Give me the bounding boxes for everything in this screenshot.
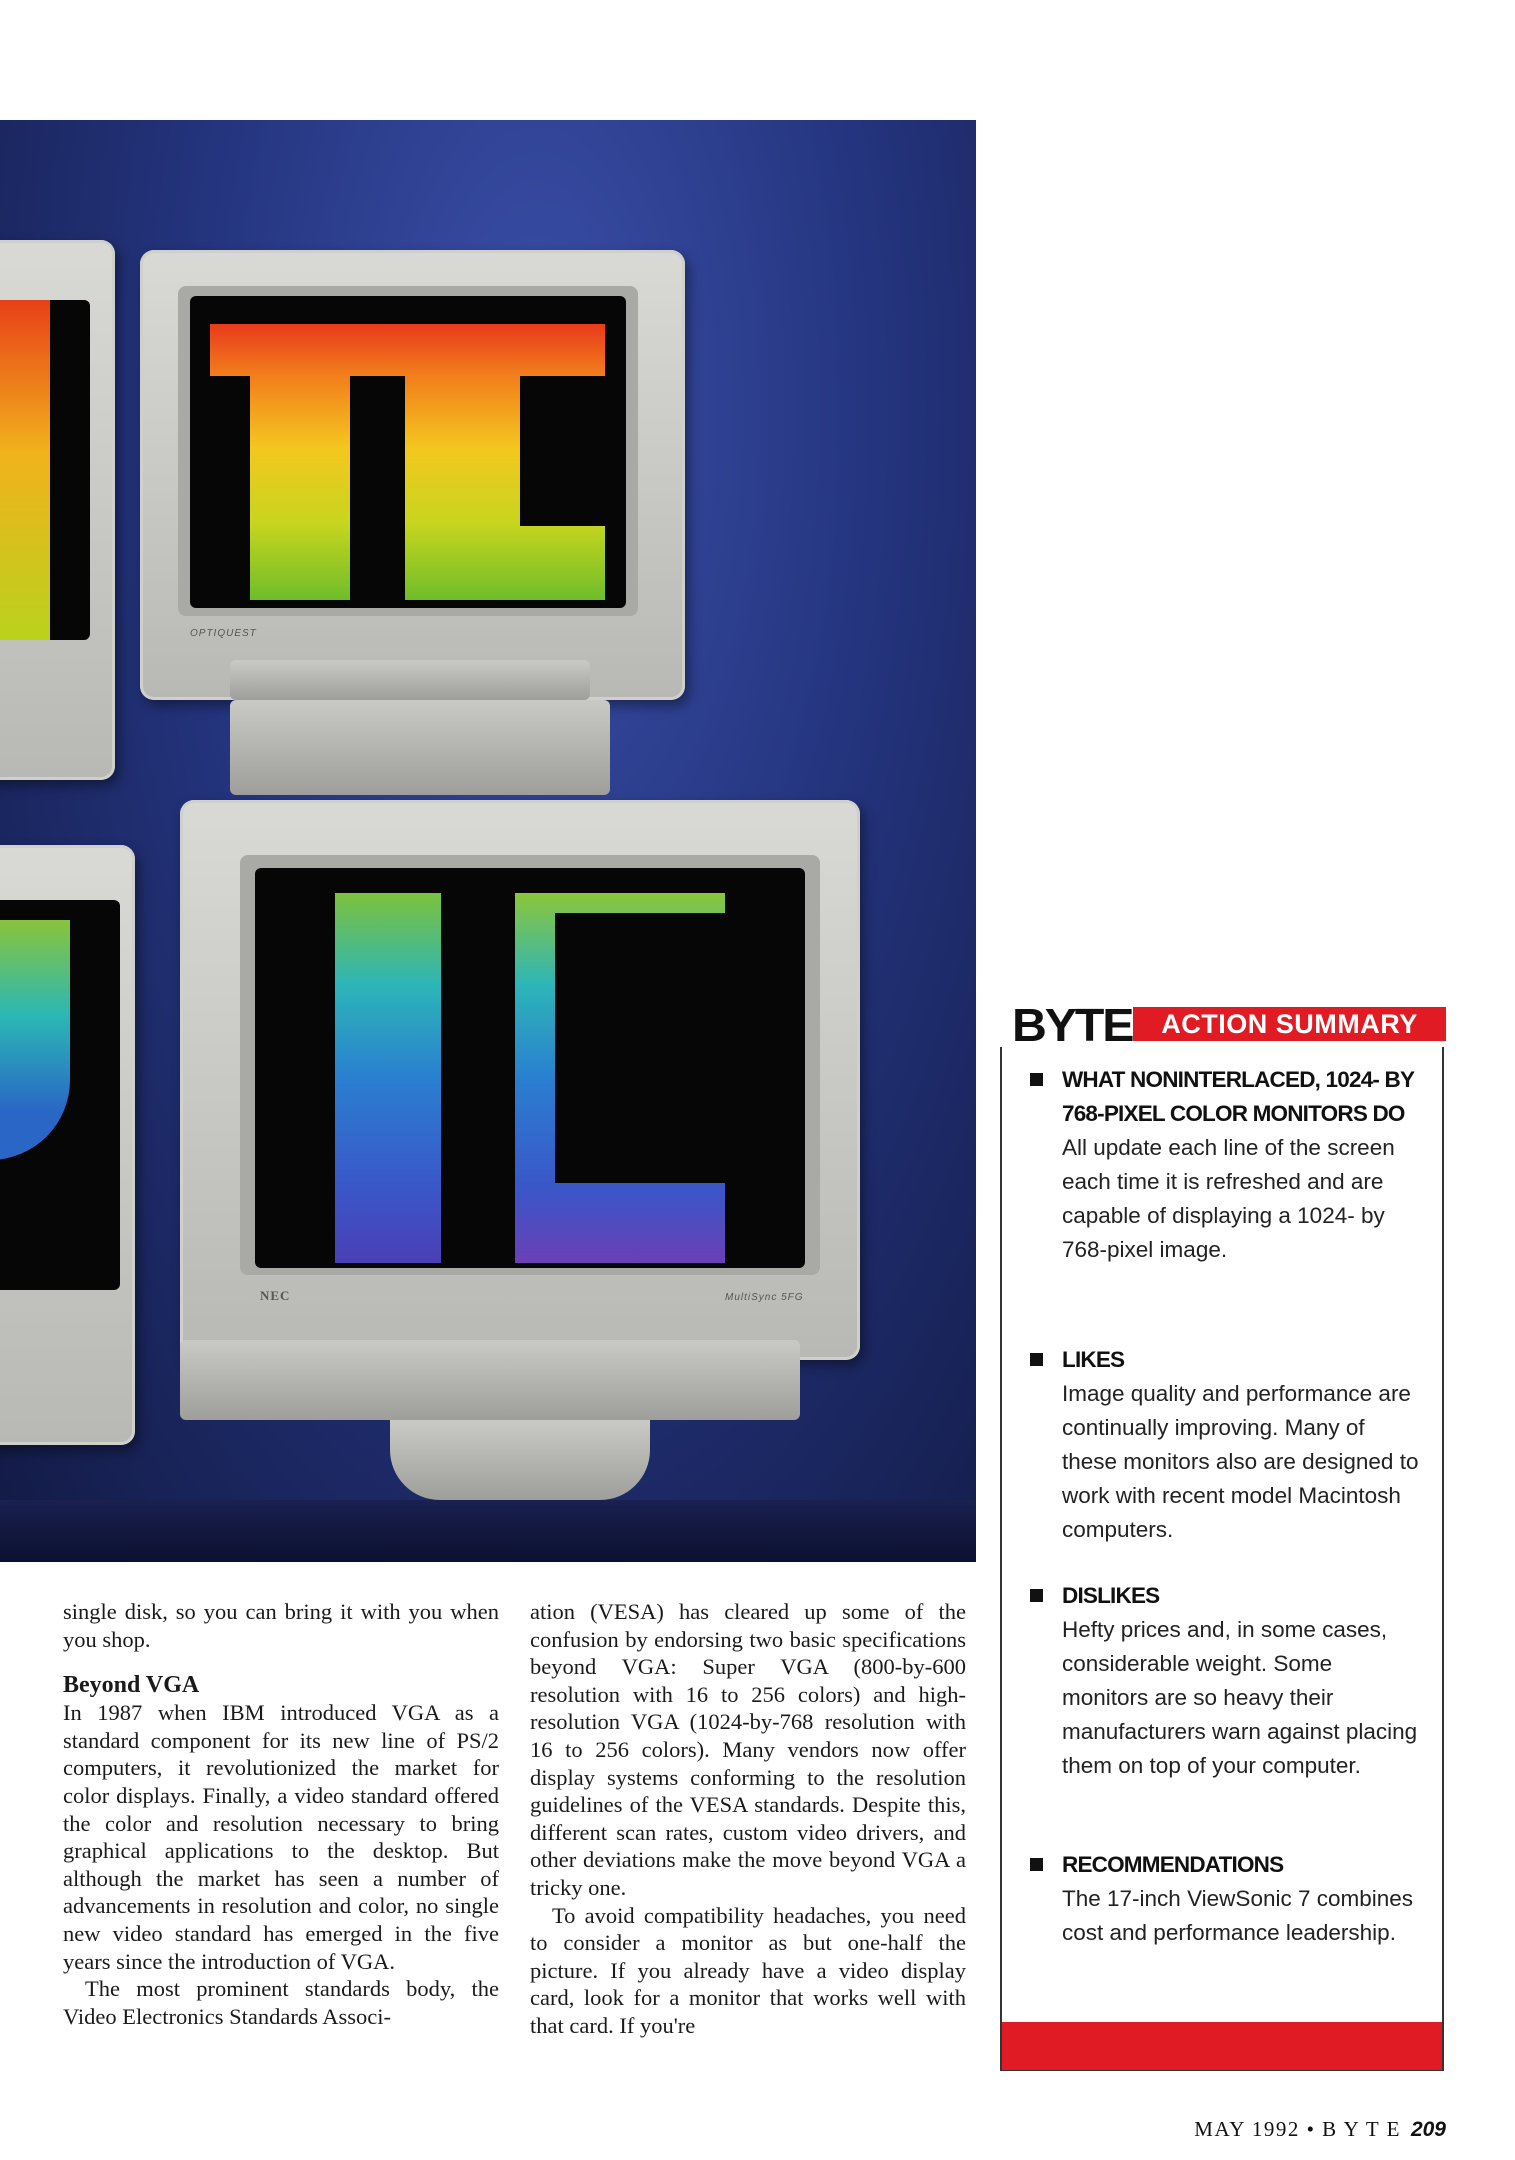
top-monitor — [140, 250, 685, 700]
issue-label: MAY 1992 • B Y T E — [1194, 2117, 1401, 2141]
summary-item-text: The 17-inch ViewSonic 7 combines cost and performance leadership. — [1062, 1886, 1414, 1945]
summary-item-likes — [1030, 1343, 1420, 1547]
left-monitor-bottom-screen — [0, 900, 120, 1290]
sidebar-header — [1000, 999, 1446, 1051]
summary-item-text: All update each line of the screen each time it is refreshed and are capable of displaying a 1024- by 768-pixel image. — [1062, 1135, 1395, 1262]
summary-item-heading: RECOMMENDATIONS — [1062, 1852, 1284, 1877]
paragraph: In 1987 when IBM introduced VGA as a standard component for its new line of PS/2 computers, it revolutionized the market for color displays. Finally, a video standard offered the color and resolution necessary to bring graphical applications to the desktop. But although the market has seen a number of advancements in resolution and color, no single new video standard has emerged in the five years since the introduction of VGA. — [63, 1700, 499, 1974]
summary-item-heading: WHAT NONINTERLACED, 1024- BY 768-PIXEL COLOR MONITORS DO — [1062, 1067, 1414, 1126]
bottom-monitor-brand: NEC — [260, 1288, 291, 1303]
section-heading: Beyond VGA — [63, 1672, 200, 1699]
paragraph: The most prominent standards body, the Video Electronics Standards Associ- — [63, 1976, 499, 2029]
summary-item-what — [1030, 1063, 1420, 1267]
top-monitor-brand: OPTIQUEST — [190, 628, 257, 639]
left-monitor-bottom — [0, 845, 135, 1445]
summary-item-recommendations — [1030, 1848, 1420, 1950]
summary-item-text: Image quality and performance are continually improving. Many of these monitors also are designed to work with recent model Macintosh computers. — [1062, 1381, 1419, 1542]
summary-item-text: Hefty prices and, in some cases, considerable weight. Some monitors are so heavy their manufacturers warn against placing them on top of your computer. — [1062, 1617, 1418, 1778]
summary-item-dislikes — [1030, 1579, 1420, 1783]
page-folio — [1194, 2117, 1446, 2142]
top-monitor-stand — [230, 700, 610, 795]
left-monitor-top-screen — [0, 300, 90, 640]
bottom-monitor — [180, 800, 860, 1360]
bullet-square-icon — [1030, 1858, 1043, 1871]
article-right-column — [530, 1598, 966, 2040]
bullet-square-icon — [1030, 1073, 1043, 1086]
paragraph: ation (VESA) has cleared up some of the confusion by endorsing two basic specifications beyond VGA: Super VGA (800-by-600 resolution with 16 to 256 colors) and high-resolution VGA (1024-by-768 resolution with 16 to 256 colors). Many vendors now offer display systems conforming to the resolution guidelines of the VESA standards. Despite this, different scan rates, custom video drivers, and other deviations make the move beyond VGA a tricky one. — [530, 1599, 966, 1900]
bottom-monitor-screen — [255, 868, 805, 1268]
bottom-monitor-front-panel — [180, 1340, 800, 1420]
top-monitor-screen — [190, 296, 626, 608]
top-monitor-controls — [230, 660, 590, 700]
bullet-square-icon — [1030, 1589, 1043, 1602]
sidebar-title: ACTION SUMMARY — [1133, 1007, 1446, 1041]
paragraph: To avoid compatibility headaches, you need to consider a monitor as but one-half the picture. If you already have a video display card, look for a monitor that works well with that card. If you're — [530, 1902, 966, 2038]
paragraph: single disk, so you can bring it with you when you shop. — [63, 1599, 499, 1652]
article-left-column — [63, 1598, 499, 2030]
photo-shadow — [0, 1500, 976, 1562]
action-summary-sidebar — [1000, 999, 1446, 2072]
summary-item-heading: LIKES — [1062, 1347, 1125, 1372]
monitors-photo — [0, 120, 976, 1562]
bottom-monitor-model: MultiSync 5FG — [725, 1292, 804, 1303]
sidebar-box — [1000, 1047, 1444, 2071]
page-number: 209 — [1410, 2118, 1446, 2141]
bottom-monitor-stand — [390, 1420, 650, 1500]
left-monitor-top — [0, 240, 115, 780]
summary-item-heading: DISLIKES — [1062, 1583, 1160, 1608]
sidebar-footer-bar — [1002, 2022, 1442, 2070]
byte-logo: BYTE — [1012, 999, 1133, 1051]
bullet-square-icon — [1030, 1353, 1043, 1366]
